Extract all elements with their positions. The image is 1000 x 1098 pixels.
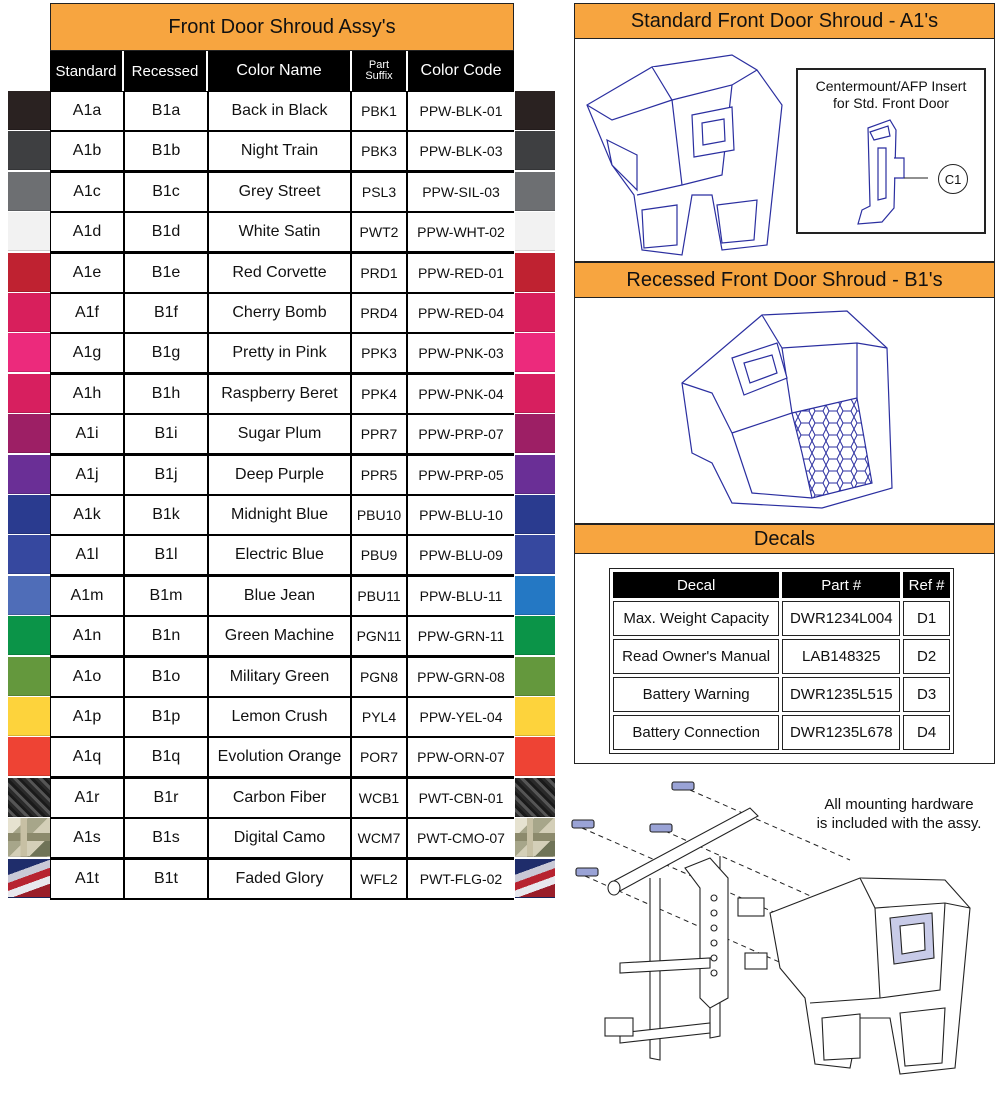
table-row: [50, 737, 514, 776]
cell-recessed: B1f: [125, 294, 207, 332]
color-swatch-left: [8, 374, 50, 413]
color-swatch-right: [515, 697, 555, 736]
col-recessed: Recessed: [124, 51, 208, 91]
cell-suffix: PPK3: [352, 334, 406, 372]
color-swatch-right: [515, 172, 555, 211]
insert-drawing: [848, 118, 928, 230]
table-row: [50, 131, 514, 170]
cell-standard: A1h: [51, 375, 123, 413]
cell-color-name: Cherry Bomb: [209, 294, 350, 332]
table-row: [50, 414, 514, 453]
color-swatch-right: [515, 818, 555, 857]
decal-cell-decal: Battery Warning: [613, 677, 779, 712]
cell-code: PPW-PRP-07: [408, 415, 514, 453]
cell-recessed: B1c: [125, 173, 207, 211]
hardware-note-line2: is included with the assy.: [816, 815, 982, 832]
cell-code: PPW-RED-04: [408, 294, 514, 332]
cell-color-name: Blue Jean: [209, 577, 350, 615]
cell-color-name: Midnight Blue: [209, 496, 350, 534]
color-swatch-left: [8, 576, 50, 615]
cell-suffix: PWT2: [352, 213, 406, 251]
cell-code: PPW-BLU-11: [408, 577, 514, 615]
color-swatch-left: [8, 495, 50, 534]
table-row: [50, 576, 514, 615]
table-row: [50, 333, 514, 372]
cell-color-name: Military Green: [209, 658, 350, 696]
cell-recessed: B1d: [125, 213, 207, 251]
decal-cell-ref: D4: [903, 715, 950, 750]
cell-suffix: WCB1: [352, 779, 406, 817]
decal-cell-ref: D1: [903, 601, 950, 636]
cell-recessed: B1t: [125, 860, 207, 898]
decal-row: [613, 601, 950, 636]
color-swatch-right: [515, 131, 555, 170]
cell-color-name: Faded Glory: [209, 860, 350, 898]
table-row: [50, 455, 514, 494]
cell-standard: A1r: [51, 779, 123, 817]
decals-col-part: Part #: [782, 572, 900, 598]
cell-suffix: POR7: [352, 738, 406, 776]
decal-cell-part: DWR1234L004: [782, 601, 900, 636]
color-swatch-right: [515, 414, 555, 453]
cell-standard: A1s: [51, 819, 123, 857]
cell-color-name: Red Corvette: [209, 254, 350, 292]
cell-color-name: Grey Street: [209, 173, 350, 211]
decals-col-decal: Decal: [613, 572, 779, 598]
cell-code: PPW-YEL-04: [408, 698, 514, 736]
cell-color-name: Raspberry Beret: [209, 375, 350, 413]
cell-code: PPW-PRP-05: [408, 456, 514, 494]
table-row: [50, 859, 514, 898]
color-swatch-left: [8, 697, 50, 736]
insert-caption-line1: Centermount/AFP Insert: [815, 78, 967, 94]
color-swatch-left: [8, 818, 50, 857]
cell-color-name: Pretty in Pink: [209, 334, 350, 372]
color-swatch-right: [515, 333, 555, 372]
cell-standard: A1t: [51, 860, 123, 898]
decal-cell-part: DWR1235L678: [782, 715, 900, 750]
decal-row: [613, 715, 950, 750]
cell-suffix: PRD1: [352, 254, 406, 292]
cell-code: PPW-WHT-02: [408, 213, 514, 251]
decal-cell-ref: D3: [903, 677, 950, 712]
color-swatch-right: [515, 253, 555, 292]
cell-standard: A1a: [51, 92, 123, 130]
cell-code: PPW-PNK-04: [408, 375, 514, 413]
color-swatch-right: [515, 455, 555, 494]
cell-standard: A1e: [51, 254, 123, 292]
cell-code: PWT-CBN-01: [408, 779, 514, 817]
standard-shroud-drawing: [582, 45, 792, 257]
cell-suffix: PGN11: [352, 617, 406, 655]
cell-suffix: PRD4: [352, 294, 406, 332]
cell-standard: A1d: [51, 213, 123, 251]
cell-recessed: B1h: [125, 375, 207, 413]
cell-code: PWT-CMO-07: [408, 819, 514, 857]
insert-caption-line2: for Std. Front Door: [833, 95, 949, 111]
cell-standard: A1f: [51, 294, 123, 332]
color-swatch-right: [515, 576, 555, 615]
col-color-name: Color Name: [208, 51, 352, 91]
cell-color-name: Electric Blue: [209, 536, 350, 574]
color-swatch-left: [8, 333, 50, 372]
cell-suffix: PGN8: [352, 658, 406, 696]
color-swatch-right: [515, 616, 555, 655]
cell-suffix: PPR7: [352, 415, 406, 453]
color-swatch-left: [8, 414, 50, 453]
decal-cell-ref: D2: [903, 639, 950, 674]
color-swatch-left: [8, 253, 50, 292]
color-swatch-left: [8, 91, 50, 130]
color-swatch-left: [8, 859, 50, 898]
decal-row: [613, 639, 950, 674]
cell-suffix: PBU10: [352, 496, 406, 534]
cell-code: PPW-BLK-03: [408, 132, 514, 170]
cell-suffix: PBK1: [352, 92, 406, 130]
insert-caption: [798, 78, 984, 112]
cell-suffix: PPR5: [352, 456, 406, 494]
cell-suffix: PBU11: [352, 577, 406, 615]
cell-recessed: B1j: [125, 456, 207, 494]
cell-standard: A1j: [51, 456, 123, 494]
cell-standard: A1k: [51, 496, 123, 534]
decal-cell-part: DWR1235L515: [782, 677, 900, 712]
cell-standard: A1p: [51, 698, 123, 736]
mounting-hardware-drawing: [560, 768, 980, 1094]
cell-standard: A1o: [51, 658, 123, 696]
cell-standard: A1i: [51, 415, 123, 453]
color-swatch-right: [515, 657, 555, 696]
decals-body: [613, 601, 950, 750]
cell-recessed: B1n: [125, 617, 207, 655]
color-swatch-right: [515, 737, 555, 776]
cell-recessed: B1k: [125, 496, 207, 534]
cell-recessed: B1l: [125, 536, 207, 574]
cell-code: PWT-FLG-02: [408, 860, 514, 898]
color-swatch-left: [8, 657, 50, 696]
color-swatch-left: [8, 535, 50, 574]
cell-recessed: B1g: [125, 334, 207, 372]
cell-suffix: WFL2: [352, 860, 406, 898]
callout-c1: C1: [938, 164, 968, 194]
assy-table-title: Front Door Shroud Assy's: [50, 3, 514, 51]
table-row: [50, 657, 514, 696]
color-swatch-right: [515, 778, 555, 817]
color-swatch-left: [8, 616, 50, 655]
cell-standard: A1b: [51, 132, 123, 170]
table-row: [50, 778, 514, 817]
cell-color-name: White Satin: [209, 213, 350, 251]
cell-recessed: B1r: [125, 779, 207, 817]
insert-box: [796, 68, 986, 234]
cell-color-name: Digital Camo: [209, 819, 350, 857]
color-swatch-left: [8, 212, 50, 251]
color-swatch-right: [515, 374, 555, 413]
table-row: [50, 697, 514, 736]
cell-color-name: Night Train: [209, 132, 350, 170]
cell-code: PPW-PNK-03: [408, 334, 514, 372]
cell-suffix: WCM7: [352, 819, 406, 857]
cell-standard: A1l: [51, 536, 123, 574]
decals-panel-title: Decals: [574, 524, 995, 554]
cell-color-name: Back in Black: [209, 92, 350, 130]
color-swatch-right: [515, 859, 555, 898]
cell-color-name: Green Machine: [209, 617, 350, 655]
decal-cell-part: LAB148325: [782, 639, 900, 674]
table-row: [50, 495, 514, 534]
decals-header-row: [613, 572, 950, 598]
table-row: [50, 253, 514, 292]
color-swatch-left: [8, 455, 50, 494]
decals-col-ref: Ref #: [903, 572, 950, 598]
recessed-panel-title: Recessed Front Door Shroud - B1's: [574, 262, 995, 298]
cell-code: PPW-SIL-03: [408, 173, 514, 211]
table-row: [50, 293, 514, 332]
col-color-code: Color Code: [408, 51, 514, 91]
cell-color-name: Sugar Plum: [209, 415, 350, 453]
color-swatch-left: [8, 737, 50, 776]
cell-standard: A1q: [51, 738, 123, 776]
recessed-shroud-drawing: [672, 303, 902, 518]
hardware-note-line1: All mounting hardware: [824, 796, 974, 813]
decal-row: [613, 677, 950, 712]
color-swatch-left: [8, 778, 50, 817]
cell-recessed: B1s: [125, 819, 207, 857]
cell-standard: A1c: [51, 173, 123, 211]
color-swatch-left: [8, 293, 50, 332]
cell-recessed: B1p: [125, 698, 207, 736]
color-swatch-right: [515, 212, 555, 251]
col-part-suffix-line2: Suffix: [365, 70, 393, 82]
cell-standard: A1g: [51, 334, 123, 372]
cell-suffix: PBK3: [352, 132, 406, 170]
table-row: [50, 91, 514, 130]
color-swatch-right: [515, 535, 555, 574]
cell-code: PPW-BLK-01: [408, 92, 514, 130]
table-row: [50, 374, 514, 413]
cell-code: PPW-GRN-11: [408, 617, 514, 655]
decal-cell-decal: Battery Connection: [613, 715, 779, 750]
table-row: [50, 172, 514, 211]
cell-color-name: Evolution Orange: [209, 738, 350, 776]
col-standard: Standard: [50, 51, 124, 91]
cell-code: PPW-GRN-08: [408, 658, 514, 696]
cell-standard: A1n: [51, 617, 123, 655]
cell-recessed: B1o: [125, 658, 207, 696]
cell-suffix: PBU9: [352, 536, 406, 574]
cell-recessed: B1i: [125, 415, 207, 453]
cell-suffix: PPK4: [352, 375, 406, 413]
table-row: [50, 818, 514, 857]
color-swatch-left: [8, 131, 50, 170]
cell-code: PPW-ORN-07: [408, 738, 514, 776]
standard-panel-title: Standard Front Door Shroud - A1's: [574, 3, 995, 39]
assy-table-body: [50, 91, 514, 900]
table-row: [50, 616, 514, 655]
cell-code: PPW-BLU-09: [408, 536, 514, 574]
cell-recessed: B1a: [125, 92, 207, 130]
cell-suffix: PYL4: [352, 698, 406, 736]
decal-cell-decal: Read Owner's Manual: [613, 639, 779, 674]
cell-color-name: Lemon Crush: [209, 698, 350, 736]
cell-suffix: PSL3: [352, 173, 406, 211]
table-row: [50, 212, 514, 251]
color-swatch-left: [8, 172, 50, 211]
cell-recessed: B1m: [125, 577, 207, 615]
color-swatch-right: [515, 495, 555, 534]
color-swatch-right: [515, 91, 555, 130]
col-part-suffix-line1: Part: [368, 59, 390, 71]
cell-recessed: B1q: [125, 738, 207, 776]
decals-table: [609, 568, 954, 754]
cell-code: PPW-RED-01: [408, 254, 514, 292]
cell-recessed: B1e: [125, 254, 207, 292]
cell-color-name: Deep Purple: [209, 456, 350, 494]
color-swatch-right: [515, 293, 555, 332]
cell-code: PPW-BLU-10: [408, 496, 514, 534]
cell-standard: A1m: [51, 577, 123, 615]
table-row: [50, 535, 514, 574]
cell-recessed: B1b: [125, 132, 207, 170]
cell-color-name: Carbon Fiber: [209, 779, 350, 817]
decal-cell-decal: Max. Weight Capacity: [613, 601, 779, 636]
col-part-suffix: [352, 51, 408, 91]
